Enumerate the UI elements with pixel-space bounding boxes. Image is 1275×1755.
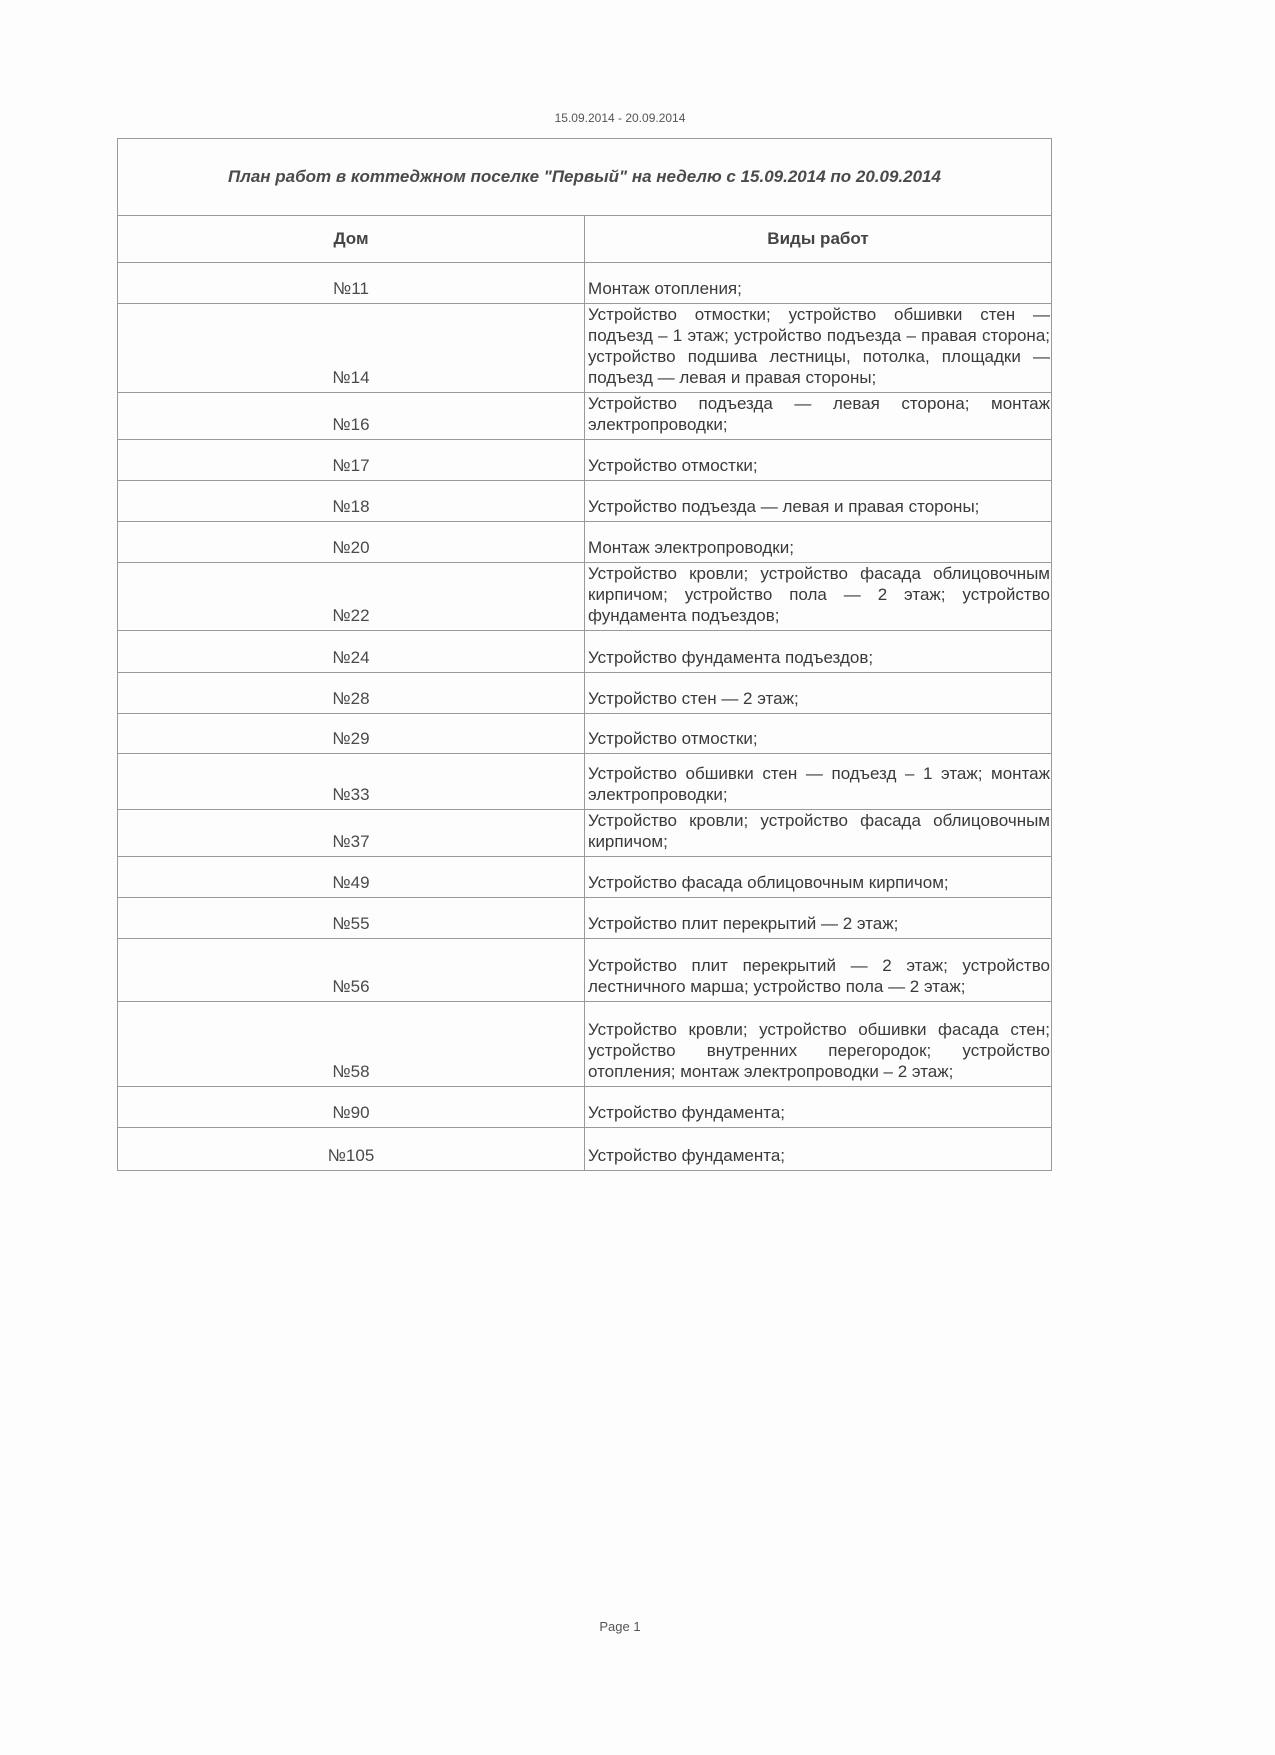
- house-number: №16: [118, 393, 585, 440]
- house-number: №20: [118, 522, 585, 563]
- table-row: [118, 263, 1052, 304]
- table-row: [118, 481, 1052, 522]
- work-description: Устройство фундамента;: [585, 1128, 1052, 1171]
- work-description: Устройство стен — 2 этаж;: [585, 673, 1052, 714]
- work-description: Устройство фундамента подъездов;: [585, 631, 1052, 673]
- table-row: [118, 631, 1052, 673]
- work-description: Устройство кровли; устройство фасада облицовочным кирпичом;: [585, 810, 1052, 857]
- house-number: №22: [118, 563, 585, 631]
- house-number: №37: [118, 810, 585, 857]
- work-description: Устройство отмостки; устройство обшивки стен — подъезд – 1 этаж; устройство подъезда – правая сторона; устройство подшива лестницы, потолка, площадки — подъезд — левая и правая стороны;: [585, 304, 1052, 393]
- house-number: №56: [118, 939, 585, 1002]
- house-number: №58: [118, 1002, 585, 1087]
- table-row: [118, 1002, 1052, 1087]
- table-row: [118, 857, 1052, 898]
- table-row: [118, 939, 1052, 1002]
- work-description: Монтаж электропроводки;: [585, 522, 1052, 563]
- house-number: №55: [118, 898, 585, 939]
- house-number: №90: [118, 1087, 585, 1128]
- house-number: №18: [118, 481, 585, 522]
- work-description: Устройство обшивки стен — подъезд – 1 этаж; монтаж электропроводки;: [585, 754, 1052, 810]
- table-row: [118, 1128, 1052, 1171]
- table-title: План работ в коттеджном поселке "Первый" на неделю с 15.09.2014 по 20.09.2014: [118, 139, 1052, 216]
- work-description: Устройство фундамента;: [585, 1087, 1052, 1128]
- table-row: [118, 304, 1052, 393]
- table-row: [118, 673, 1052, 714]
- work-description: Устройство кровли; устройство фасада облицовочным кирпичом; устройство пола — 2 этаж; устройство фундамента подъездов;: [585, 563, 1052, 631]
- work-description: Устройство плит перекрытий — 2 этаж;: [585, 898, 1052, 939]
- work-description: Устройство подъезда — левая и правая стороны;: [585, 481, 1052, 522]
- house-number: №14: [118, 304, 585, 393]
- page-number: Page 1: [599, 1619, 641, 1634]
- house-number: №29: [118, 714, 585, 754]
- house-number: №17: [118, 440, 585, 481]
- work-description: Устройство отмостки;: [585, 714, 1052, 754]
- work-description: Устройство отмостки;: [585, 440, 1052, 481]
- table-row: [118, 898, 1052, 939]
- table-header-row: [118, 216, 1052, 263]
- table-row: [118, 440, 1052, 481]
- table-row: [118, 522, 1052, 563]
- house-number: №105: [118, 1128, 585, 1171]
- table-row: [118, 393, 1052, 440]
- table-row: [118, 563, 1052, 631]
- house-number: №28: [118, 673, 585, 714]
- work-description: Устройство кровли; устройство обшивки фасада стен; устройство внутренних перегородок; устройство отопления; монтаж электропроводки – 2 этаж;: [585, 1002, 1052, 1087]
- table-row: [118, 1087, 1052, 1128]
- column-header-house: Дом: [118, 216, 585, 263]
- work-description: Устройство фасада облицовочным кирпичом;: [585, 857, 1052, 898]
- work-description: Монтаж отопления;: [585, 263, 1052, 304]
- work-description: Устройство плит перекрытий — 2 этаж; устройство лестничного марша; устройство пола — 2 этаж;: [585, 939, 1052, 1002]
- table-row: [118, 754, 1052, 810]
- house-number: №24: [118, 631, 585, 673]
- work-description: Устройство подъезда — левая сторона; монтаж электропроводки;: [585, 393, 1052, 440]
- work-plan-table: [117, 138, 1052, 1171]
- house-number: №49: [118, 857, 585, 898]
- house-number: №33: [118, 754, 585, 810]
- table-title-row: [118, 139, 1052, 216]
- table-row: [118, 810, 1052, 857]
- page-date-range: 15.09.2014 - 20.09.2014: [554, 111, 686, 125]
- column-header-work: Виды работ: [585, 216, 1052, 263]
- table-row: [118, 714, 1052, 754]
- house-number: №11: [118, 263, 585, 304]
